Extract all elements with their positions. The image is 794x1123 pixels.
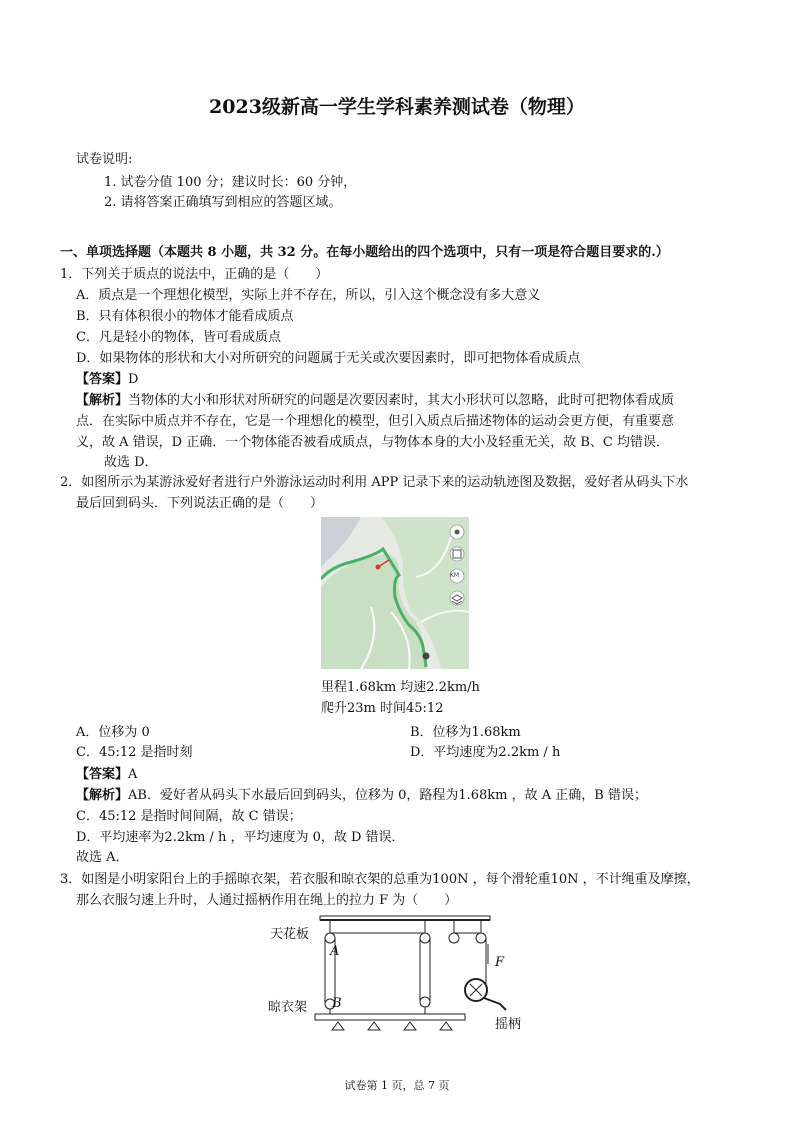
q1-option-a: A．质点是一个理想化模型，实际上并不存在，所以，引入这个概念没有多大意义 (76, 288, 541, 303)
q2-option-a: A．位移为 0 (76, 725, 150, 740)
q1-option-c: C．凡是轻小的物体，皆可看成质点 (76, 330, 281, 345)
answer-value: D (128, 372, 139, 387)
answer-label: 【答案】 (76, 767, 129, 782)
question-2-stem-cont: 最后回到码头．下列说法正确的是（ ） (76, 496, 324, 511)
analysis-label: 【解析】 (76, 393, 129, 408)
label-rack: 晾衣架 (268, 1000, 308, 1015)
page-footer: 试卷第 1 页，总 7 页 (344, 1079, 450, 1092)
q2-analysis-line: C．45:12 是指时间间隔，故 C 错误； (76, 809, 302, 824)
map-stats-line: 爬升23m 时间45:12 (321, 701, 444, 716)
instruction-item: 2. 请将答案正确填写到相应的答题区域。 (104, 195, 342, 210)
q2-analysis-line: D．平均速率为2.2km / h ，平均速度为 0，故 D 错误． (76, 830, 405, 845)
q1-analysis-line: 义，故 A 错误，D 正确．一个物体能否被看成质点，与物体本身的大小及轻重无关，故 B、C 均错误． (76, 435, 669, 450)
analysis-text: 当物体的大小和形状对所研究的问题是次要因素时，其大小形状可以忽略，此时可把物体看成质 (128, 393, 675, 408)
q2-answer (76, 763, 137, 782)
q1-analysis-line (76, 389, 674, 408)
q2-option-b: B．位移为1.68km (410, 725, 521, 740)
q1-analysis-line: 故选 D． (104, 455, 158, 470)
question-3-stem-cont: 那么衣服匀速上升时，人通过摇柄作用在绳上的拉力 F 为（ ） (76, 893, 458, 908)
q1-option-b: B．只有体积很小的物体才能看成质点 (76, 309, 294, 324)
label-f: F (495, 955, 505, 970)
q2-analysis-line (76, 784, 647, 803)
instruction-item: 1. 试卷分值 100 分；建议时长：60 分钟， (104, 175, 357, 190)
label-b: B (332, 996, 342, 1011)
answer-label: 【答案】 (76, 372, 129, 387)
question-1-stem: 1．下列关于质点的说法中，正确的是（ ） (60, 267, 329, 282)
q2-analysis-line: 故选 A． (76, 850, 129, 865)
route-map (321, 517, 469, 669)
route-map-graphic (321, 517, 469, 669)
q2-option-d: D．平均速度为2.2km / h (410, 745, 561, 760)
analysis-label: 【解析】 (76, 788, 129, 803)
label-a: A (330, 944, 340, 959)
map-stats-line: 里程1.68km 均速2.2km/h (321, 680, 480, 695)
q1-answer (76, 368, 138, 387)
page-title: 2023级新高一学生学科素养测试卷（物理） (209, 96, 585, 118)
label-crank: 摇柄 (495, 1017, 522, 1032)
question-3-stem: 3．如图是小明家阳台上的手摇晾衣架，若衣服和晾衣架的总重为100N ，每个滑轮重10N ，不计绳重及摩擦， (60, 872, 700, 887)
analysis-text: AB．爱好者从码头下水最后回到码头，位移为 0，路程为1.68km ，故 A 正确，B 错误； (128, 788, 647, 803)
instructions-heading: 试卷说明: (76, 152, 133, 167)
answer-value: A (128, 767, 138, 782)
km-icon: KM (450, 572, 460, 579)
clothes-rack-diagram (290, 912, 530, 1052)
q1-option-d: D．如果物体的形状和大小对所研究的问题属于无关或次要因素时，即可把物体看成质点 (76, 351, 581, 366)
q2-option-c: C．45:12 是指时刻 (76, 745, 193, 760)
section-heading: 一、单项选择题（本题共 8 小题，共 32 分。在每小题给出的四个选项中，只有一项是符合题目要求的.） (60, 245, 669, 260)
q1-analysis-line: 点．在实际中质点并不存在，它是一个理想化的模型，但引入质点后描述物体的运动会更方便，有重要意 (76, 414, 675, 429)
label-ceiling: 天花板 (270, 927, 310, 942)
question-2-stem: 2．如图所示为某游泳爱好者进行户外游泳运动时利用 APP 记录下来的运动轨迹图及数据，爱好者从码头下水 (60, 475, 689, 490)
